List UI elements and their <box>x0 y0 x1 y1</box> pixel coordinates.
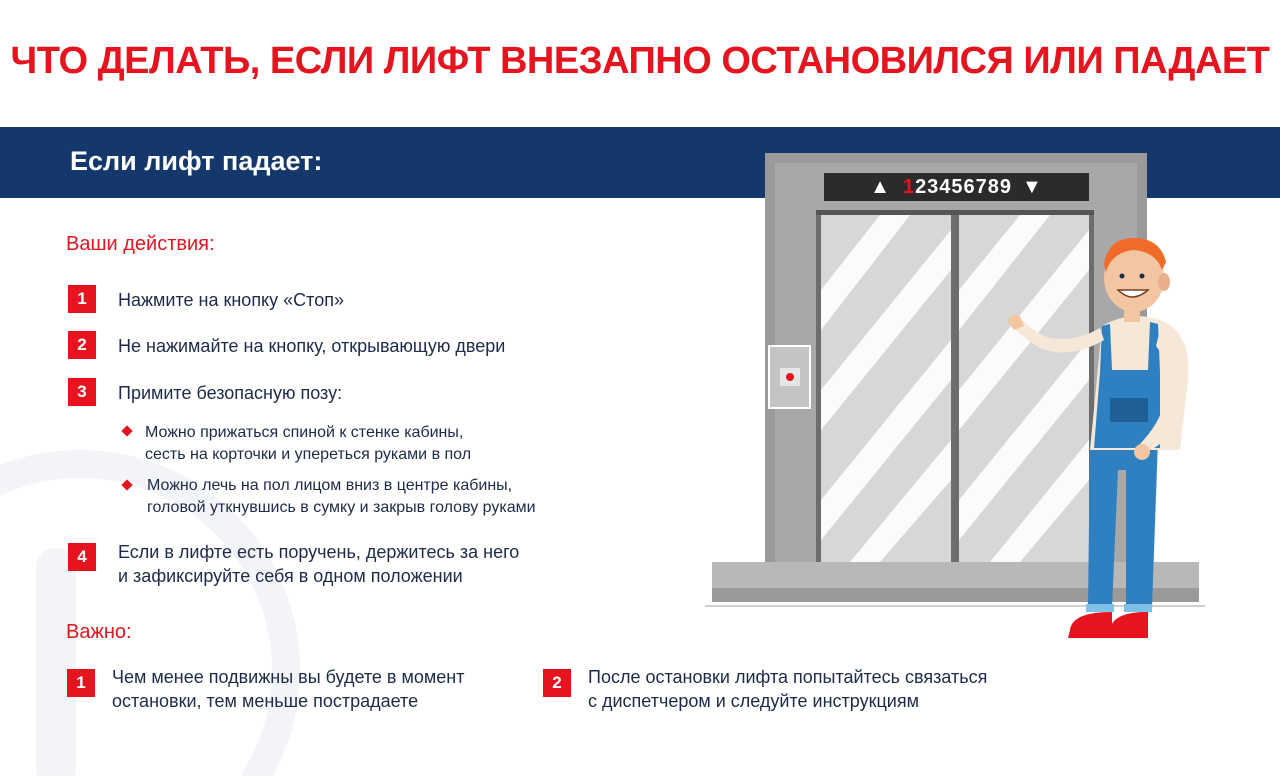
step-text-4-line-2: и зафиксируйте себя в одном положении <box>118 566 463 586</box>
actions-label: Ваши действия: <box>66 233 215 255</box>
important-text-1-line-2: остановки, тем меньше пострадаете <box>112 691 419 711</box>
important-text-2-line-2: с диспетчером и следуйте инструкциям <box>588 691 919 711</box>
floor-sill-edge <box>712 588 1199 602</box>
step-number-2: 2 <box>68 331 96 359</box>
current-floor: 1 <box>902 175 916 198</box>
step-text-1: Нажмите на кнопку «Стоп» <box>118 290 344 310</box>
floor-indicator <box>824 173 1089 201</box>
floor-sill <box>712 562 1199 588</box>
step-text-2: Не нажимайте на кнопку, открывающую двери <box>118 336 506 356</box>
step-text-3: Примите безопасную позу: <box>118 383 343 403</box>
important-label: Важно: <box>66 621 132 643</box>
sub-bullet-icon <box>121 425 132 436</box>
door-gap <box>951 215 959 562</box>
step-number-3: 3 <box>68 378 96 406</box>
important-number-2: 2 <box>543 669 571 697</box>
background-bar-decoration <box>36 548 76 776</box>
page-title: ЧТО ДЕЛАТЬ, ЕСЛИ ЛИФТ ВНЕЗАПНО ОСТАНОВИЛСЯ ИЛИ ПАДАЕТ <box>10 40 1270 82</box>
floor-numbers: 23456789 <box>915 175 1013 198</box>
step-number-4: 4 <box>68 543 96 571</box>
up-arrow-icon: ▲ <box>870 175 891 198</box>
sub-item-1-line-2: сесть на корточки и упереться руками в пол <box>145 446 472 463</box>
important-number-1: 1 <box>67 669 95 697</box>
sub-item-2-line-1: Можно лечь на пол лицом вниз в центре кабины, <box>147 477 513 494</box>
band-title: Если лифт падает: <box>70 146 323 176</box>
important-text-2-line-1: После остановки лифта попытайтесь связаться <box>588 667 988 687</box>
step-text-4-line-1: Если в лифте есть поручень, держитесь за него <box>118 542 520 562</box>
step-number-1: 1 <box>68 285 96 313</box>
door-top-rail <box>816 210 1094 215</box>
down-arrow-icon: ▼ <box>1022 175 1043 198</box>
important-text-1-line-1: Чем менее подвижны вы будете в момент <box>112 667 465 687</box>
sub-item-1-line-1: Можно прижаться спиной к стенке кабины, <box>145 424 464 441</box>
call-button-icon <box>786 373 794 381</box>
sub-item-2-line-2: головой уткнувшись в сумку и закрыв голову руками <box>147 499 536 516</box>
elevator-illustration <box>690 150 1220 650</box>
